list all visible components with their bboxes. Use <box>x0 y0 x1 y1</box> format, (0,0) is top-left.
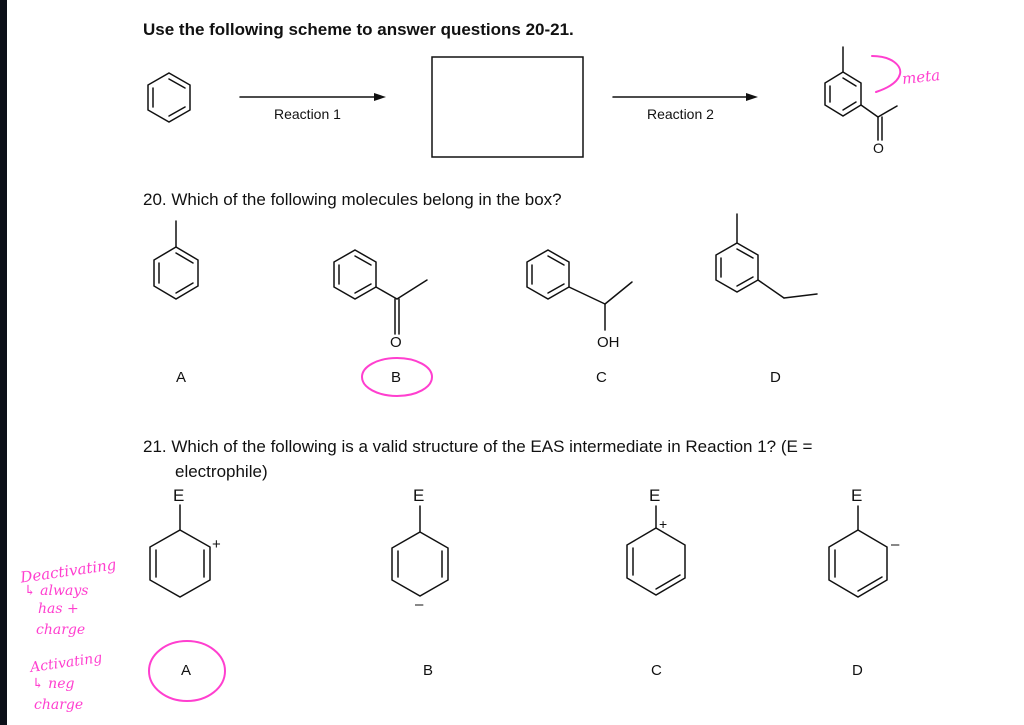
note-activating: Activating <box>29 650 104 676</box>
q21-d-electrophile: E <box>851 486 863 505</box>
question-20-text: 20. Which of the following molecules belong in the box? <box>143 190 562 209</box>
q21-choice-a-structure <box>150 505 210 597</box>
q21-b-charge: – <box>415 596 424 613</box>
question-21-text: 21. Which of the following is a valid structure of the EAS intermediate in Reaction 1? (E = <box>143 437 813 456</box>
product-carbonyl-oxygen: O <box>873 140 884 156</box>
q21-label-d: D <box>852 662 863 679</box>
q20-choice-a-toluene <box>154 221 198 299</box>
q20-label-a: A <box>176 369 187 386</box>
q21-label-b: B <box>423 662 434 679</box>
meta-annotation: meta <box>901 66 941 88</box>
note-always: ↳ always <box>24 583 89 599</box>
q21-label-c: C <box>651 662 662 679</box>
answer-box <box>432 57 583 157</box>
q21-a-charge: + <box>212 536 221 553</box>
reaction-1-arrow <box>240 93 386 101</box>
note-neg: ↳ neg <box>32 676 75 692</box>
handwritten-annotations <box>149 56 900 701</box>
note-has-plus: has + <box>38 601 79 617</box>
question-21-text-continued: electrophile) <box>175 462 268 481</box>
q21-choice-b-structure <box>392 506 448 596</box>
reaction-1-label: Reaction 1 <box>274 106 341 122</box>
q20-choice-b-acetophenone <box>334 250 427 334</box>
reaction-2-arrow <box>613 93 758 101</box>
q21-choice-d-structure <box>829 506 887 597</box>
q21-c-charge: + <box>659 516 668 532</box>
q20-label-b: B <box>391 369 402 386</box>
q20-choice-b-oxygen: O <box>390 334 402 351</box>
instructions-heading: Use the following scheme to answer questions 20-21. <box>143 20 574 39</box>
q21-d-charge: – <box>891 536 900 553</box>
q20-choice-c-hydroxyl: OH <box>597 334 620 351</box>
note-deactivating: Deactivating <box>19 555 118 587</box>
q21-choice-c-structure <box>627 506 685 595</box>
q21-label-a: A <box>181 662 192 679</box>
meta-position-arc <box>872 56 900 92</box>
product-meta-methylacetophenone <box>825 47 897 140</box>
q21-c-electrophile: E <box>649 486 661 505</box>
q21-b-electrophile: E <box>413 486 425 505</box>
starting-benzene <box>148 73 190 122</box>
reaction-2-label: Reaction 2 <box>647 106 714 122</box>
q20-choice-c-phenylethanol <box>527 250 632 330</box>
note-charge-1: charge <box>36 622 86 638</box>
q20-label-d: D <box>770 369 781 386</box>
note-charge-2: charge <box>34 697 84 713</box>
q20-label-c: C <box>596 369 607 386</box>
q20-choice-d-ethyltoluene <box>716 214 817 298</box>
q21-a-electrophile: E <box>173 486 185 505</box>
